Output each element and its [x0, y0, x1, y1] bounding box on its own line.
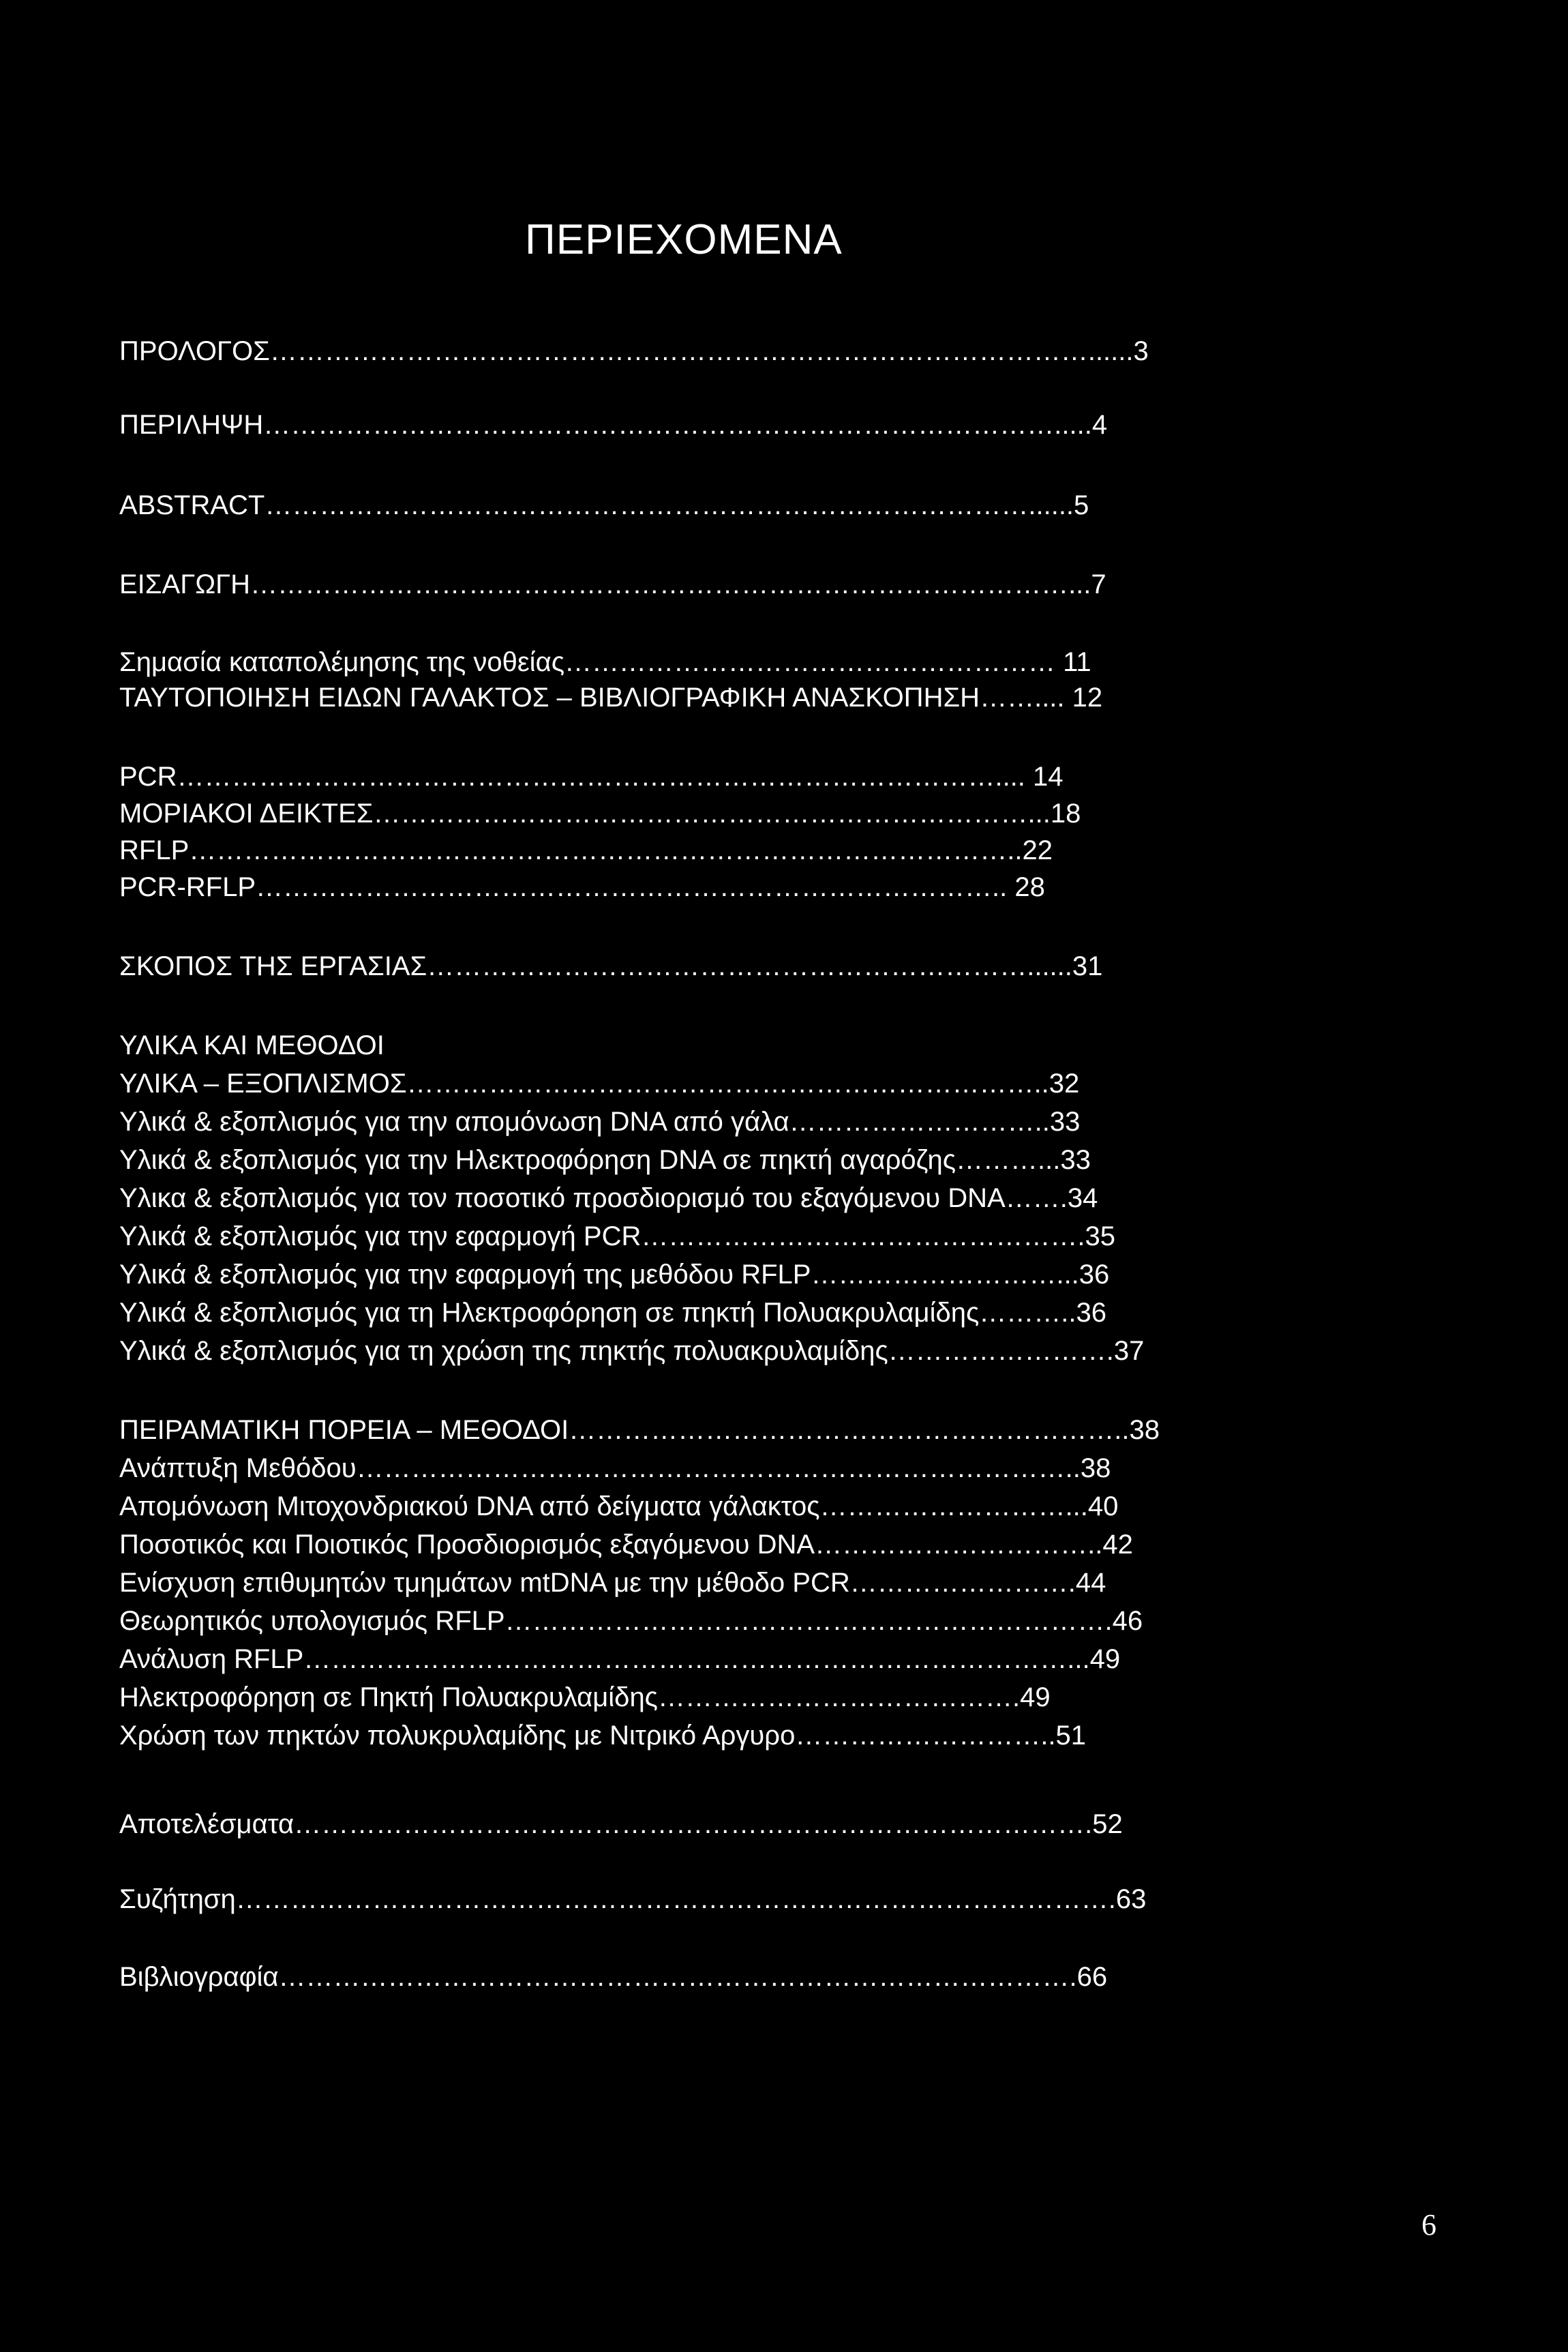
toc-entry-dots: ………: [979, 1298, 1061, 1328]
toc-entry-dots: ………: [956, 1145, 1038, 1175]
toc-entry-dots: …………………………: [815, 1530, 1088, 1560]
toc-entry: [119, 1960, 1107, 1994]
toc-entry-title: Υλικά & εξοπλισμός για την Ηλεκτροφόρηση DNA σε πηκτή αγαρόζης: [119, 1145, 956, 1175]
toc-entry-title: ΕΙΣΑΓΩΓΗ: [119, 569, 251, 599]
toc-entry-title: ΥΛΙΚΑ ΚΑΙ ΜΕΘΟΔΟΙ: [119, 1030, 385, 1060]
toc-entry: [119, 1451, 1111, 1485]
toc-entry-title: Ανάλυση RFLP: [119, 1644, 304, 1674]
toc-entry-dots: ………………………………………………………………………………: [269, 336, 1088, 366]
toc-entry: [119, 1105, 1080, 1139]
toc-entry-title: Ανάπτυξη Μεθόδου: [119, 1453, 357, 1483]
toc-entry-dots: ……………………………………………………………………………………: [235, 1884, 1109, 1914]
toc-entry: [119, 1807, 1123, 1841]
toc-entry-title: Αποτελέσματα: [119, 1809, 295, 1839]
toc-entry-dots: ……………………………………………………………………………: [294, 1809, 1085, 1839]
toc-entry-dots: ……………………………………………………………: [406, 1069, 1034, 1099]
toc-entry: [119, 1718, 1086, 1753]
page-number: 6: [1421, 2208, 1436, 2242]
toc-entry-page: .63: [1108, 1884, 1147, 1914]
toc-entry: [119, 760, 1064, 794]
toc-entry-page: ..32: [1034, 1069, 1080, 1099]
toc-entry-title: ΤΑΥΤΟΠΟΙΗΣΗ ΕΙΔΩΝ ΓΑΛΑΚΤΟΣ – ΒΙΒΛΙΟΓΡΑΦΙΚΗ ΑΝΑΣΚΟΠΗΣΗ: [119, 683, 980, 713]
toc-entry-dots: …………………………………………………………………………: [265, 490, 1029, 520]
toc-entry-page: .46: [1104, 1606, 1143, 1636]
toc-entry-page: .. 28: [992, 872, 1045, 902]
toc-entry-title: Υλικά & εξοπλισμός για την εφαρμογή της μεθόδου RFLP: [119, 1260, 811, 1290]
toc-entry-title: ΜΟΡΙΑΚΟΙ ΔΕΙΚΤΕΣ: [119, 799, 374, 829]
toc-entry-dots: ………………………………………………………………………………: [250, 569, 1069, 599]
toc-entry-dots: …………………………………: [657, 1682, 1012, 1712]
toc-entry-page: ...18: [1027, 799, 1081, 829]
toc-entry-page: .... 14: [995, 762, 1064, 792]
toc-entry-dots: ……………………: [849, 1568, 1068, 1598]
toc-entry-title: ΠΡΟΛΟΓΟΣ: [119, 336, 270, 366]
toc-entry-page: .52: [1085, 1809, 1123, 1839]
toc-entry: [119, 1566, 1106, 1600]
toc-entry: [119, 334, 1149, 368]
toc-entry-dots: ………………………………………………………………: [373, 799, 1028, 829]
toc-entry: [119, 567, 1106, 601]
toc-entry-title: Ενίσχυση επιθυμητών τμημάτων mtDNA με την μέθοδο PCR: [119, 1568, 850, 1598]
toc-entry: [119, 408, 1107, 442]
toc-entry-title: RFLP: [119, 835, 190, 865]
toc-entry-title: ΥΛΙΚΑ – ΕΞΟΠΛΙΣΜΟΣ: [119, 1069, 407, 1099]
toc-entry-title: Υλικά & εξοπλισμός για τη χρώση της πηκτής πολυακρυλαμίδης: [119, 1336, 888, 1366]
toc-entry-page: .34: [1059, 1183, 1098, 1213]
toc-entry-dots: …………………………………………: [641, 1221, 1078, 1251]
toc-entry-dots: ………………………: [811, 1260, 1057, 1290]
toc-entry: [119, 1143, 1091, 1177]
toc-entry-page: ......31: [1027, 951, 1103, 981]
toc-entry: [119, 1257, 1109, 1292]
toc-entry-title: Σημασία καταπολέμησης της νοθείας: [119, 647, 564, 677]
toc-entry: [119, 645, 1091, 679]
toc-entry-page: .....4: [1054, 410, 1108, 440]
toc-entry-page: ...40: [1065, 1491, 1119, 1521]
toc-entry-page: ......5: [1028, 490, 1089, 520]
toc-entry-page: ..36: [1061, 1298, 1106, 1328]
toc-entry-page: ..38: [1065, 1453, 1111, 1483]
toc-entry: [119, 681, 1102, 715]
toc-entry-dots: ………………………………………………………………………………: [189, 835, 1008, 865]
toc-entry: [119, 1528, 1133, 1562]
toc-entry: [119, 488, 1089, 522]
toc-entry: [119, 1680, 1051, 1714]
toc-entry-dots: ………………………………………………………………………: [256, 872, 993, 902]
toc-entry: [119, 1642, 1120, 1676]
toc-entry-page: .35: [1077, 1221, 1115, 1251]
toc-entry-title: ΣΚΟΠΟΣ ΤΗΣ ΕΡΓΑΣΙΑΣ: [119, 951, 427, 981]
toc-entry-dots: …………………………………………………………………………: [303, 1644, 1068, 1674]
toc-entry: [119, 1489, 1118, 1523]
toc-entry-title: Υλικά & εξοπλισμός για την εφαρμογή PCR: [119, 1221, 642, 1251]
toc-entry-title: Θεωρητικός υπολογισμός RFLP: [119, 1606, 505, 1636]
toc-entry-dots: ……………………………………………………………………: [356, 1453, 1066, 1483]
toc-entry-dots: …………………………………………………………: [427, 951, 1027, 981]
toc-entry-title: PCR: [119, 762, 177, 792]
toc-entry-page: … 11: [1027, 647, 1091, 677]
toc-entry-page: ..38: [1114, 1415, 1160, 1445]
toc-entry-dots: ……………………………………………………: [569, 1415, 1115, 1445]
toc-entry-title: PCR-RFLP: [119, 872, 256, 902]
page-title: ΠΕΡΙΕΧΟΜΕΝΑ: [525, 216, 843, 263]
toc-entry-dots: ……………………………………………………………………………: [263, 410, 1055, 440]
toc-entry: [119, 1296, 1106, 1330]
toc-entry-dots: ………………………: [789, 1107, 1035, 1137]
toc-entry: [119, 1028, 385, 1062]
toc-entry-page: ..22: [1007, 835, 1053, 865]
toc-entry-page: .44: [1068, 1568, 1106, 1598]
toc-entry: [119, 1067, 1079, 1101]
toc-entry: [119, 1334, 1144, 1368]
toc-entry-title: Βιβλιογραφία: [119, 1962, 279, 1992]
toc-entry: [119, 1413, 1160, 1447]
toc-entry-title: Απομόνωση Μιτοχονδριακού DNA από δείγματα γάλακτος: [119, 1491, 820, 1521]
toc-entry-dots: ……………………………………………: [564, 647, 1028, 677]
toc-entry-title: Υλικα & εξοπλισμός για τον ποσοτικό προσδιορισμό του εξαγόμενου DNA: [119, 1183, 1006, 1213]
toc-entry: [119, 1882, 1146, 1916]
toc-entry-page: .49: [1012, 1682, 1051, 1712]
toc-entry-page: ..51: [1040, 1721, 1087, 1751]
toc-entry: [119, 949, 1102, 983]
toc-entry-title: Υλικά & εξοπλισμός για την απομόνωση DNA από γάλα: [119, 1107, 789, 1137]
toc-entry-page: .37: [1106, 1336, 1145, 1366]
toc-entry-page: ...49: [1067, 1644, 1121, 1674]
toc-entry-title: ΠΕΡΙΛΗΨΗ: [119, 410, 264, 440]
toc-entry: [119, 1181, 1098, 1215]
toc-entry-dots: ………………………: [819, 1491, 1066, 1521]
toc-entry-dots: ………………………………………………………………………………: [177, 762, 995, 792]
toc-entry-page: ...33: [1038, 1145, 1091, 1175]
toc-entry-page: .66: [1069, 1962, 1108, 1992]
toc-entry-title: Υλικά & εξοπλισμός για τη Ηλεκτροφόρηση σε πηκτή Πολυακρυλαμίδης: [119, 1298, 980, 1328]
toc-entry-dots: …………………………………………………………: [504, 1606, 1105, 1636]
toc-entry-dots: ……………………………………………………………………………: [278, 1962, 1070, 1992]
toc-entry-page: ..33: [1034, 1107, 1081, 1137]
toc-entry-page: ...7: [1068, 569, 1106, 599]
toc-entry-dots: ……: [1005, 1183, 1060, 1213]
toc-entry-title: Συζήτηση: [119, 1884, 236, 1914]
toc-entry: [119, 870, 1045, 904]
toc-entry: [119, 1219, 1115, 1253]
toc-entry-page: ...36: [1056, 1260, 1110, 1290]
toc-entry-dots: ……………………: [888, 1336, 1106, 1366]
toc-entry-title: ΠΕΙΡΑΜΑΤΙΚΗ ΠΟΡΕΙΑ – ΜΕΘΟΔΟΙ: [119, 1415, 569, 1445]
toc-entry-dots: ………………………: [795, 1721, 1041, 1751]
toc-entry-title: Ηλεκτροφόρηση σε Πηκτή Πολυακρυλαμίδης: [119, 1682, 658, 1712]
toc-entry-page: .... 12: [1034, 683, 1103, 713]
toc-entry: [119, 833, 1053, 867]
toc-entry-title: ABSTRACT: [119, 490, 265, 520]
toc-entry-page: ..42: [1087, 1530, 1133, 1560]
toc-entry-title: Ποσοτικός και Ποιοτικός Προσδιορισμός εξαγόμενου DNA: [119, 1530, 815, 1560]
toc-entry-dots: ……: [980, 683, 1035, 713]
toc-entry: [119, 797, 1081, 831]
toc-entry-page: ......3: [1087, 336, 1149, 366]
toc-entry-title: Χρώση των πηκτών πολυκρυλαμίδης με Νιτρικό Αργυρο: [119, 1721, 796, 1751]
toc-entry: [119, 1604, 1143, 1638]
